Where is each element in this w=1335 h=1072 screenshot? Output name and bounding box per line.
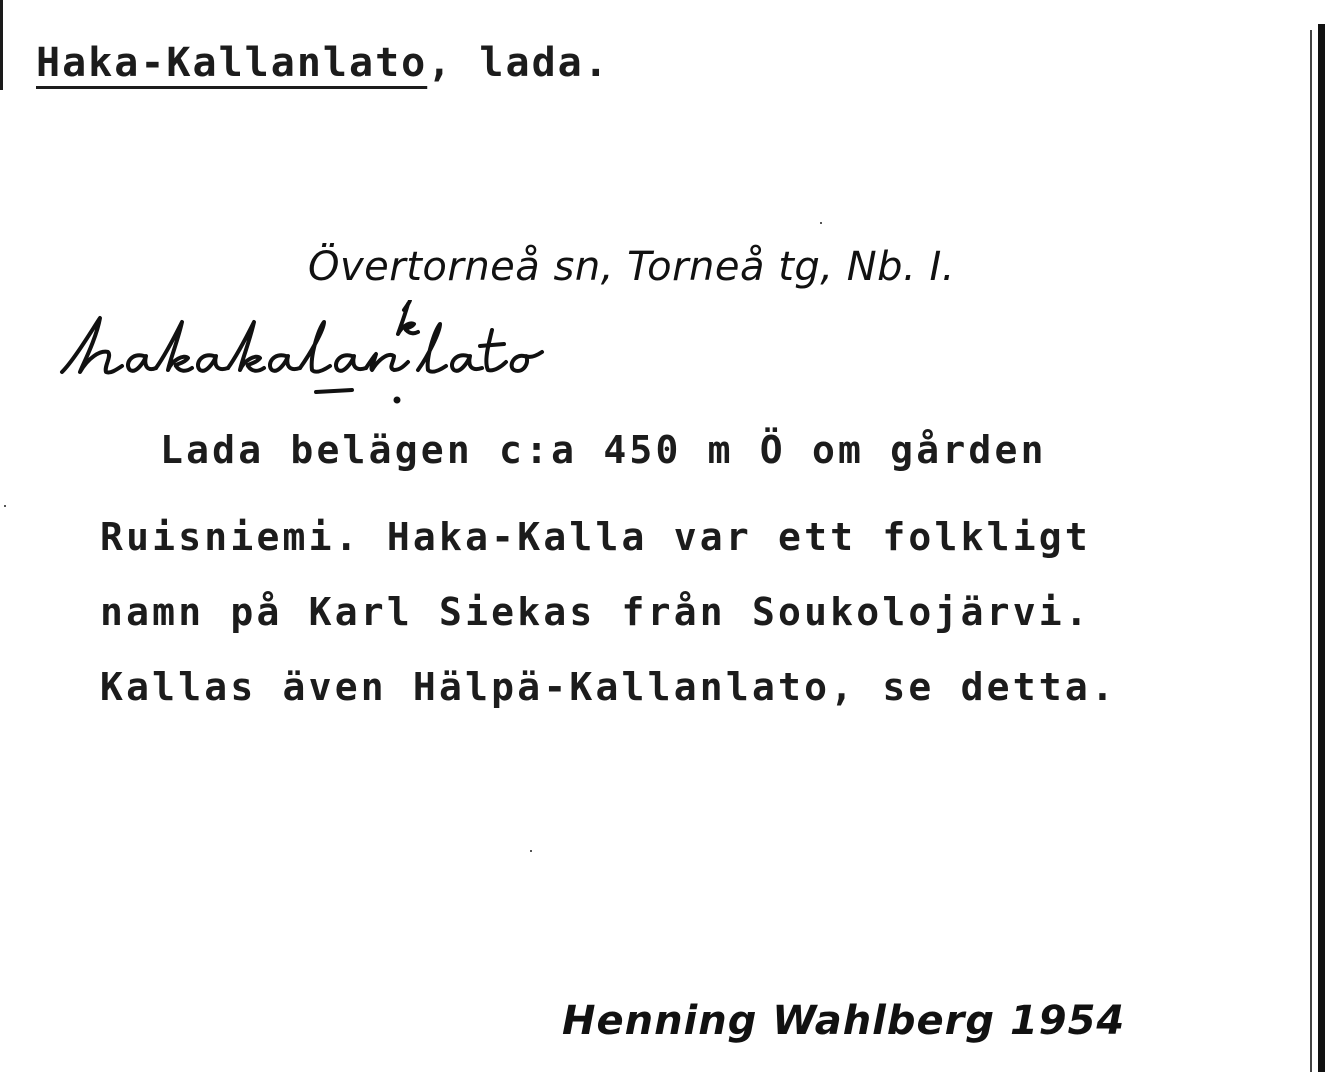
scan-speck [4, 505, 6, 507]
card-left-edge [0, 0, 3, 90]
headword: Haka-Kallanlato [36, 40, 428, 86]
card-right-edge-line [1310, 30, 1312, 1072]
card-right-edge [1318, 24, 1325, 1072]
title-suffix: , lada. [427, 40, 610, 86]
body-line-1: Lada belägen c:a 450 m Ö om gården [160, 428, 1047, 472]
scan-speck [820, 222, 822, 224]
body-line-2: Ruisniemi. Haka-Kalla var ett folkligt [100, 515, 1091, 559]
body-line-3: namn på Karl Siekas från Soukolojärvi. [100, 590, 1091, 634]
body-line-4: Kallas även Hälpä-Kallanlato, se detta. [100, 665, 1118, 709]
author-stamp: Henning Wahlberg 1954 [562, 998, 1126, 1044]
scan-speck [530, 850, 532, 852]
location-stamp: Övertorneå sn, Torneå tg, Nb. I. [308, 244, 955, 290]
handwritten-phonetic-form [52, 300, 772, 410]
card-title [36, 40, 610, 86]
